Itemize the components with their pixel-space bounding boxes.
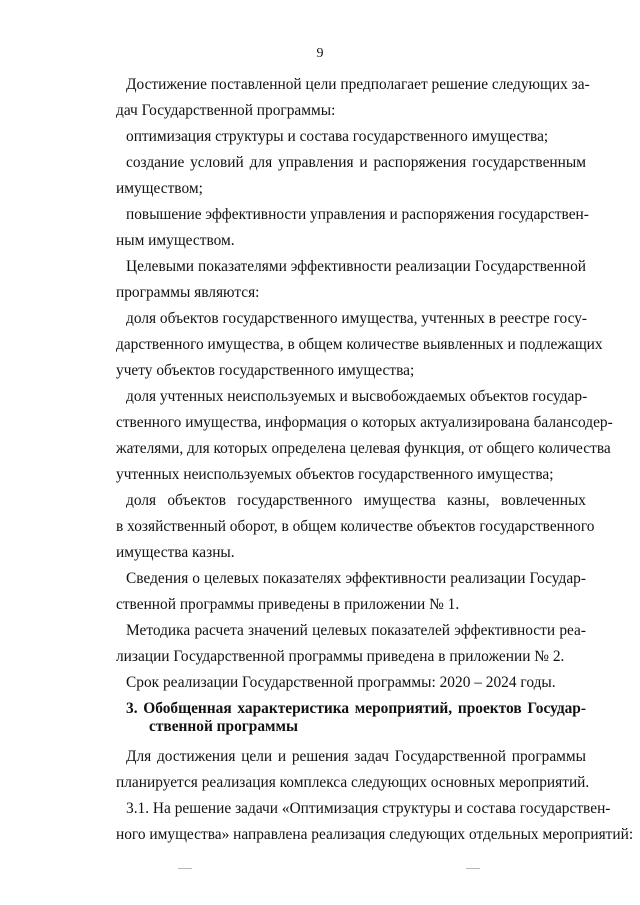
text-line: жателями, для которых определена целевая функция, от общего количества bbox=[116, 440, 611, 457]
list-item: доля объектов государственного имущества казны, вовлеченных bbox=[126, 492, 586, 509]
scan-mark bbox=[466, 868, 480, 869]
list-item: оптимизация структуры и состава государственного имущества; bbox=[126, 128, 549, 145]
text-line: в хозяйственный оборот, в общем количестве объектов государственного bbox=[116, 518, 595, 535]
scan-mark bbox=[178, 868, 192, 869]
text-line: имуществом; bbox=[116, 180, 203, 197]
text-line: планируется реализация комплекса следующих основных мероприятий. bbox=[116, 774, 590, 791]
page-number: 9 bbox=[316, 46, 324, 61]
text-line: Срок реализации Государственной программы: 2020 – 2024 годы. bbox=[126, 674, 556, 691]
section-heading-continued: ственной программы bbox=[149, 718, 299, 735]
text-line: лизации Государственной программы приведена в приложении № 2. bbox=[116, 648, 565, 665]
list-item: повышение эффективности управления и распоряжения государствен- bbox=[126, 206, 589, 223]
text-line: дач Государственной программы: bbox=[116, 102, 336, 119]
text-line: Сведения о целевых показателях эффективности реализации Государ- bbox=[126, 570, 586, 587]
text-line: учтенных неиспользуемых объектов государственного имущества; bbox=[116, 466, 554, 483]
list-item: создание условий для управления и распоряжения государственным bbox=[126, 154, 586, 171]
text-line: учету объектов государственного имущества; bbox=[116, 362, 415, 379]
text-line: программы являются: bbox=[116, 284, 260, 301]
text-line: ным имуществом. bbox=[116, 232, 235, 249]
section-heading: 3. Обобщенная характеристика мероприятий, проектов Государ- bbox=[126, 700, 586, 717]
list-item: доля объектов государственного имущества, учтенных в реестре госу- bbox=[126, 310, 588, 327]
text-line: Для достижения цели и решения задач Государственной программы bbox=[126, 748, 586, 765]
text-line: ного имущества» направлена реализация следующих отдельных мероприятий: bbox=[116, 826, 634, 843]
text-line: 3.1. На решение задачи «Оптимизация структуры и состава государствен- bbox=[126, 800, 611, 817]
text-line: ственного имущества, информация о которых актуализирована балансодер- bbox=[116, 414, 613, 431]
text-line: Достижение поставленной цели предполагает решение следующих за- bbox=[126, 76, 590, 93]
text-line: ственной программы приведены в приложении № 1. bbox=[116, 596, 460, 613]
text-line: Методика расчета значений целевых показателей эффективности реа- bbox=[126, 622, 586, 639]
list-item: доля учтенных неиспользуемых и высвобождаемых объектов государ- bbox=[126, 388, 588, 405]
text-line: Целевыми показателями эффективности реализации Государственной bbox=[126, 258, 586, 275]
text-line: дарственного имущества, в общем количестве выявленных и подлежащих bbox=[116, 336, 603, 353]
text-line: имущества казны. bbox=[116, 544, 235, 561]
